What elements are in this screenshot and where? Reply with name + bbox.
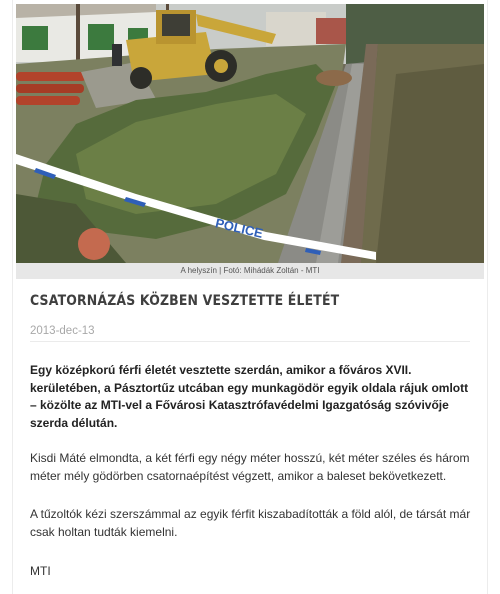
article-paragraph: A tűzoltók kézi szerszámmal az egyik férfit kiszabadították a föld alól, de társát már csak holtan tudták kiemelni. [30, 507, 471, 539]
article-title[interactable]: CSATORNÁZÁS KÖZBEN VESZTETTE ÉLETÉT [30, 293, 340, 309]
police-tape-text: POLICE [213, 215, 265, 241]
article-source: MTI [30, 564, 51, 578]
article-photo [16, 4, 484, 263]
article-date: 2013-dec-13 [30, 325, 95, 337]
article-lead: Egy középkorú férfi életét vesztette szerdán, amikor a főváros XVII. kerületében, a Pásztortűz utcában egy munkagödör egyik oldala rájuk omlott – közölte az MTI-vel a Fővárosi Katasztrófavédelmi Igazgatóság szóvivője szerda délután. [30, 363, 469, 430]
title-divider [30, 341, 470, 342]
photo-caption: A helyszín | Fotó: Mihádák Zoltán - MTI [16, 263, 484, 279]
article-paragraph: Kisdi Máté elmondta, a két férfi egy négy méter hosszú, két méter széles és három méter mély gödörben csatornaépítést végzett, amikor a baleset bekövetkezett. [30, 451, 470, 483]
